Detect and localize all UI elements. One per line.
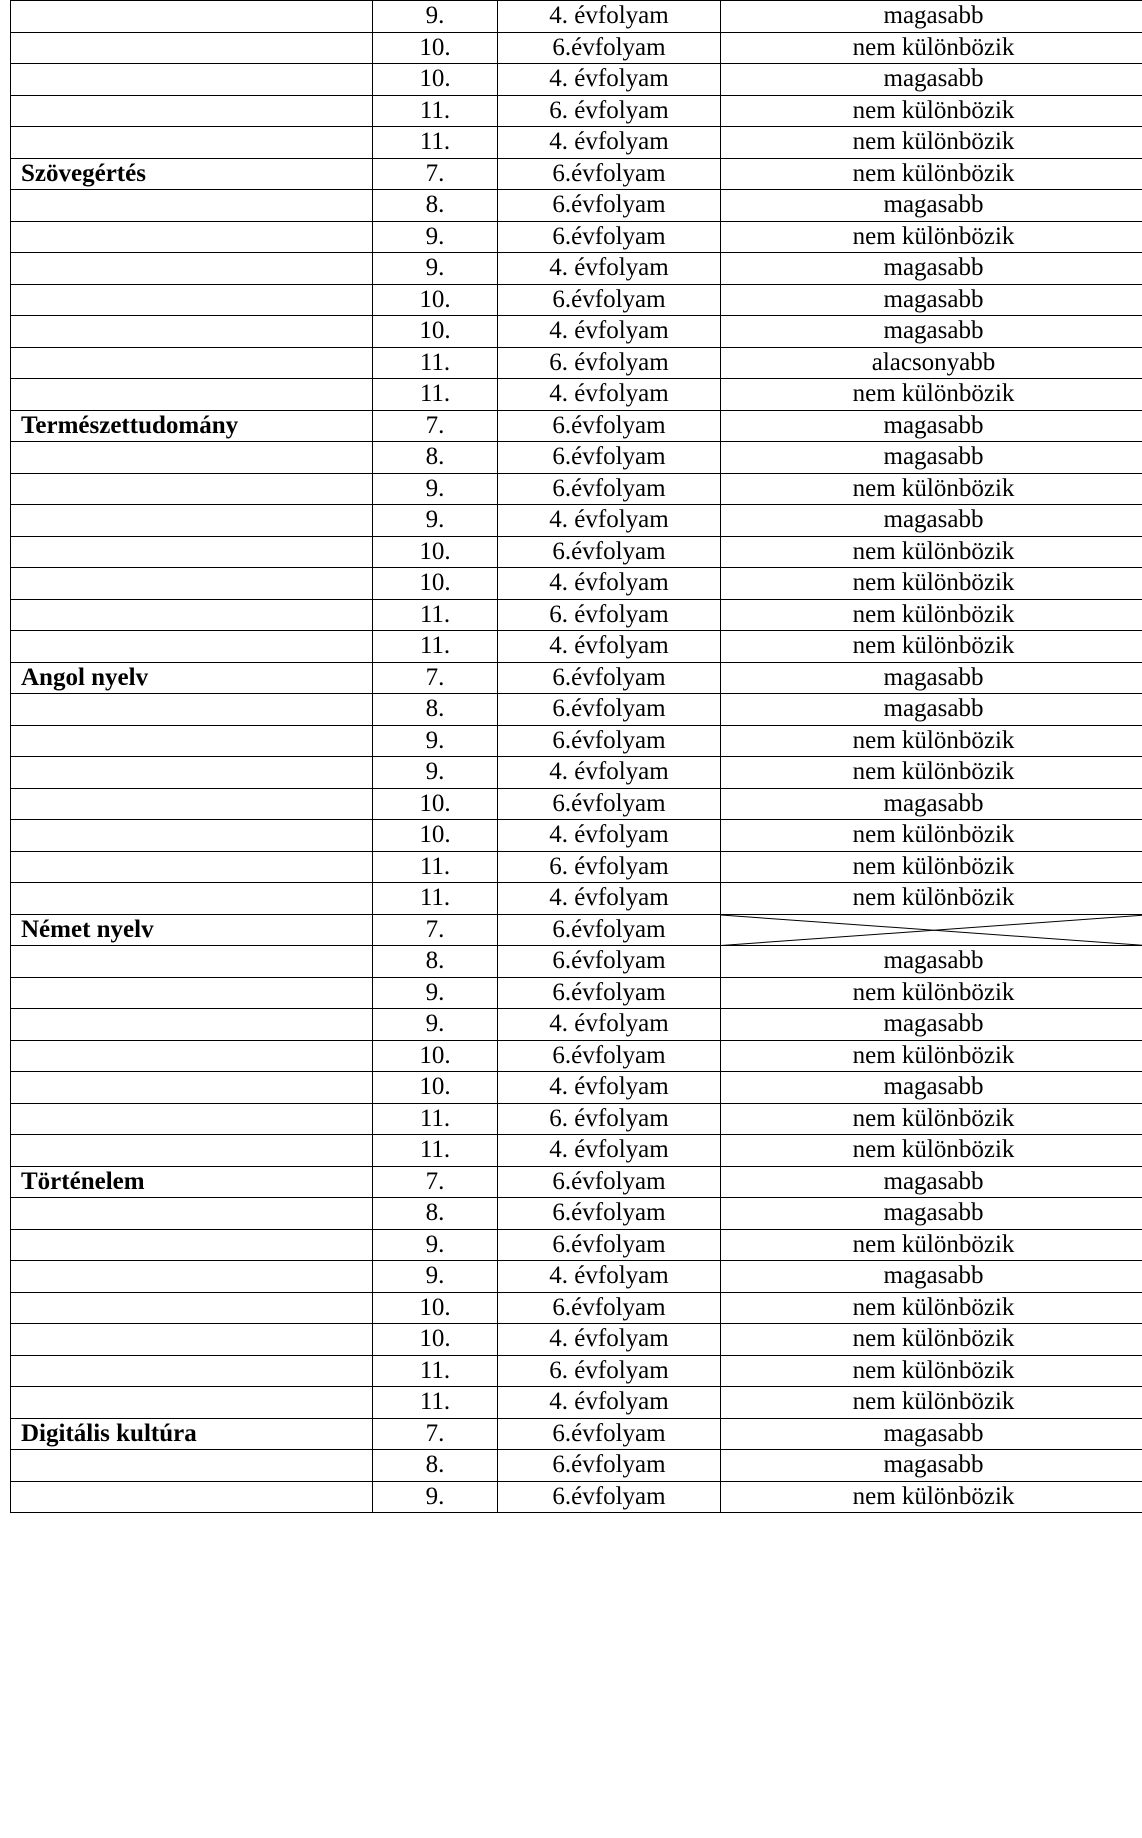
- table-row: [11, 883, 1142, 915]
- result-cell: magasabb: [721, 1, 1142, 33]
- grade-cell: 7.: [373, 914, 498, 946]
- reference-year-cell: 4. évfolyam: [498, 883, 721, 915]
- subject-cell: [11, 1229, 373, 1261]
- table-row: [11, 1135, 1142, 1167]
- grade-cell: 8.: [373, 694, 498, 726]
- grade-cell: 11.: [373, 631, 498, 663]
- grade-cell: 9.: [373, 1261, 498, 1293]
- result-cell: nem különbözik: [721, 158, 1142, 190]
- subject-cell: [11, 379, 373, 411]
- subject-cell: [11, 1387, 373, 1419]
- table-row: [11, 221, 1142, 253]
- subject-cell: [11, 253, 373, 285]
- subject-cell: [11, 1135, 373, 1167]
- result-cell: nem különbözik: [721, 536, 1142, 568]
- result-cell: magasabb: [721, 64, 1142, 96]
- reference-year-cell: 4. évfolyam: [498, 379, 721, 411]
- subject-cell: Természettudomány: [11, 410, 373, 442]
- table-row: [11, 190, 1142, 222]
- reference-year-cell: 6.évfolyam: [498, 221, 721, 253]
- grade-cell: 10.: [373, 32, 498, 64]
- result-cell: nem különbözik: [721, 127, 1142, 159]
- grade-cell: 10.: [373, 316, 498, 348]
- grade-cell: 8.: [373, 1198, 498, 1230]
- result-cell: nem különbözik: [721, 977, 1142, 1009]
- grade-cell: 11.: [373, 599, 498, 631]
- subject-cell: [11, 442, 373, 474]
- subject-cell: [11, 1072, 373, 1104]
- table-row: [11, 316, 1142, 348]
- result-cell: magasabb: [721, 505, 1142, 537]
- table-row: [11, 568, 1142, 600]
- subject-cell: [11, 1, 373, 33]
- subject-cell: [11, 1355, 373, 1387]
- grade-cell: 11.: [373, 1355, 498, 1387]
- result-cell: magasabb: [721, 694, 1142, 726]
- grade-cell: 8.: [373, 442, 498, 474]
- grade-cell: 10.: [373, 1072, 498, 1104]
- table-row: [11, 851, 1142, 883]
- reference-year-cell: 4. évfolyam: [498, 631, 721, 663]
- result-cell: nem különbözik: [721, 851, 1142, 883]
- reference-year-cell: 4. évfolyam: [498, 1072, 721, 1104]
- result-cell: nem különbözik: [721, 599, 1142, 631]
- grade-cell: 7.: [373, 1418, 498, 1450]
- subject-cell: [11, 757, 373, 789]
- reference-year-cell: 4. évfolyam: [498, 1324, 721, 1356]
- table-row: [11, 599, 1142, 631]
- result-cell: nem különbözik: [721, 820, 1142, 852]
- result-cell: magasabb: [721, 1450, 1142, 1482]
- subject-cell: [11, 1103, 373, 1135]
- reference-year-cell: 6.évfolyam: [498, 788, 721, 820]
- grade-cell: 9.: [373, 1481, 498, 1513]
- result-cell: nem különbözik: [721, 1324, 1142, 1356]
- table-row: [11, 1418, 1142, 1450]
- subject-cell: [11, 1009, 373, 1041]
- grade-cell: 9.: [373, 473, 498, 505]
- reference-year-cell: 4. évfolyam: [498, 568, 721, 600]
- grade-cell: 11.: [373, 1135, 498, 1167]
- reference-year-cell: 6.évfolyam: [498, 662, 721, 694]
- subject-cell: [11, 190, 373, 222]
- result-cell: nem különbözik: [721, 1040, 1142, 1072]
- result-cell: magasabb: [721, 442, 1142, 474]
- subject-cell: [11, 977, 373, 1009]
- table-row: [11, 379, 1142, 411]
- reference-year-cell: 6.évfolyam: [498, 536, 721, 568]
- subject-cell: [11, 946, 373, 978]
- subject-cell: [11, 95, 373, 127]
- reference-year-cell: 6.évfolyam: [498, 1450, 721, 1482]
- reference-year-cell: 6. évfolyam: [498, 851, 721, 883]
- result-cell: nem különbözik: [721, 757, 1142, 789]
- result-cell: nem különbözik: [721, 1292, 1142, 1324]
- subject-cell: [11, 505, 373, 537]
- subject-cell: [11, 347, 373, 379]
- table-row: [11, 1, 1142, 33]
- result-cell: nem különbözik: [721, 1481, 1142, 1513]
- grade-cell: 11.: [373, 1103, 498, 1135]
- subject-cell: Angol nyelv: [11, 662, 373, 694]
- reference-year-cell: 6.évfolyam: [498, 1040, 721, 1072]
- grade-cell: 7.: [373, 158, 498, 190]
- table-row: [11, 127, 1142, 159]
- table-row: [11, 725, 1142, 757]
- grade-cell: 9.: [373, 253, 498, 285]
- subject-cell: [11, 64, 373, 96]
- subject-cell: [11, 1198, 373, 1230]
- result-cell: magasabb: [721, 788, 1142, 820]
- table-row: [11, 631, 1142, 663]
- subject-cell: [11, 1481, 373, 1513]
- grade-cell: 9.: [373, 505, 498, 537]
- table-row: [11, 1009, 1142, 1041]
- subject-cell: Szövegértés: [11, 158, 373, 190]
- table-body: [11, 1, 1142, 1513]
- grade-cell: 10.: [373, 788, 498, 820]
- subject-cell: [11, 725, 373, 757]
- reference-year-cell: 4. évfolyam: [498, 1135, 721, 1167]
- subject-cell: [11, 1450, 373, 1482]
- subject-cell: [11, 1324, 373, 1356]
- grade-cell: 9.: [373, 1229, 498, 1261]
- reference-year-cell: 4. évfolyam: [498, 820, 721, 852]
- grade-cell: 9.: [373, 725, 498, 757]
- reference-year-cell: 6.évfolyam: [498, 1198, 721, 1230]
- result-cell: nem különbözik: [721, 379, 1142, 411]
- reference-year-cell: 6.évfolyam: [498, 914, 721, 946]
- table-row: [11, 473, 1142, 505]
- reference-year-cell: 6.évfolyam: [498, 1292, 721, 1324]
- subject-cell: [11, 221, 373, 253]
- result-cell: nem különbözik: [721, 883, 1142, 915]
- grade-cell: 11.: [373, 379, 498, 411]
- grade-cell: 11.: [373, 851, 498, 883]
- result-cell: nem különbözik: [721, 1229, 1142, 1261]
- grade-cell: 9.: [373, 757, 498, 789]
- grade-cell: 11.: [373, 883, 498, 915]
- result-cell: nem különbözik: [721, 1355, 1142, 1387]
- reference-year-cell: 6.évfolyam: [498, 473, 721, 505]
- grade-cell: 9.: [373, 221, 498, 253]
- subject-cell: [11, 820, 373, 852]
- table-row: [11, 977, 1142, 1009]
- table-row: [11, 914, 1142, 946]
- reference-year-cell: 6.évfolyam: [498, 1229, 721, 1261]
- subject-cell: [11, 473, 373, 505]
- table-row: [11, 1481, 1142, 1513]
- table-row: [11, 1355, 1142, 1387]
- results-table: [10, 0, 1142, 1513]
- reference-year-cell: 4. évfolyam: [498, 505, 721, 537]
- grade-cell: 9.: [373, 1, 498, 33]
- grade-cell: 10.: [373, 820, 498, 852]
- grade-cell: 10.: [373, 284, 498, 316]
- subject-cell: [11, 536, 373, 568]
- reference-year-cell: 6. évfolyam: [498, 95, 721, 127]
- reference-year-cell: 4. évfolyam: [498, 1261, 721, 1293]
- subject-cell: [11, 631, 373, 663]
- reference-year-cell: 6.évfolyam: [498, 977, 721, 1009]
- table-row: [11, 1324, 1142, 1356]
- reference-year-cell: 6. évfolyam: [498, 347, 721, 379]
- subject-cell: [11, 788, 373, 820]
- reference-year-cell: 6. évfolyam: [498, 1103, 721, 1135]
- reference-year-cell: 6.évfolyam: [498, 946, 721, 978]
- subject-cell: [11, 599, 373, 631]
- result-cell: nem különbözik: [721, 95, 1142, 127]
- table-row: [11, 505, 1142, 537]
- grade-cell: 11.: [373, 95, 498, 127]
- grade-cell: 9.: [373, 977, 498, 1009]
- result-cell: magasabb: [721, 1261, 1142, 1293]
- result-cell: magasabb: [721, 410, 1142, 442]
- grade-cell: 11.: [373, 347, 498, 379]
- result-cell: nem különbözik: [721, 568, 1142, 600]
- grade-cell: 7.: [373, 410, 498, 442]
- table-row: [11, 662, 1142, 694]
- table-row: [11, 1387, 1142, 1419]
- table-row: [11, 946, 1142, 978]
- reference-year-cell: 6.évfolyam: [498, 694, 721, 726]
- subject-cell: [11, 851, 373, 883]
- reference-year-cell: 4. évfolyam: [498, 127, 721, 159]
- table-row: [11, 95, 1142, 127]
- result-cell: nem különbözik: [721, 473, 1142, 505]
- table-row: [11, 788, 1142, 820]
- table-row: [11, 253, 1142, 285]
- result-cell: magasabb: [721, 662, 1142, 694]
- reference-year-cell: 6.évfolyam: [498, 1481, 721, 1513]
- result-cell: nem különbözik: [721, 32, 1142, 64]
- result-cell: magasabb: [721, 1166, 1142, 1198]
- result-cell: magasabb: [721, 284, 1142, 316]
- reference-year-cell: 6.évfolyam: [498, 442, 721, 474]
- table-row: [11, 1292, 1142, 1324]
- result-cell: nem különbözik: [721, 1387, 1142, 1419]
- table-row: [11, 1261, 1142, 1293]
- table-row: [11, 410, 1142, 442]
- crossed-out-cell: [721, 914, 1142, 946]
- grade-cell: 10.: [373, 64, 498, 96]
- result-cell: nem különbözik: [721, 221, 1142, 253]
- subject-cell: [11, 32, 373, 64]
- reference-year-cell: 6.évfolyam: [498, 725, 721, 757]
- reference-year-cell: 6.évfolyam: [498, 158, 721, 190]
- subject-cell: Történelem: [11, 1166, 373, 1198]
- result-cell: nem különbözik: [721, 631, 1142, 663]
- table-row: [11, 536, 1142, 568]
- subject-cell: [11, 1261, 373, 1293]
- table-row: [11, 1072, 1142, 1104]
- result-cell: magasabb: [721, 253, 1142, 285]
- table-row: [11, 64, 1142, 96]
- result-cell: magasabb: [721, 946, 1142, 978]
- result-cell: magasabb: [721, 316, 1142, 348]
- reference-year-cell: 4. évfolyam: [498, 253, 721, 285]
- table-row: [11, 820, 1142, 852]
- result-cell: magasabb: [721, 1072, 1142, 1104]
- grade-cell: 7.: [373, 1166, 498, 1198]
- reference-year-cell: 4. évfolyam: [498, 316, 721, 348]
- grade-cell: 10.: [373, 1292, 498, 1324]
- subject-cell: [11, 316, 373, 348]
- table-row: [11, 1198, 1142, 1230]
- reference-year-cell: 6.évfolyam: [498, 284, 721, 316]
- reference-year-cell: 6. évfolyam: [498, 1355, 721, 1387]
- table-row: [11, 32, 1142, 64]
- result-cell: nem különbözik: [721, 1135, 1142, 1167]
- result-cell: alacsonyabb: [721, 347, 1142, 379]
- subject-cell: [11, 568, 373, 600]
- subject-cell: Digitális kultúra: [11, 1418, 373, 1450]
- grade-cell: 8.: [373, 190, 498, 222]
- table-row: [11, 1229, 1142, 1261]
- subject-cell: [11, 1040, 373, 1072]
- subject-cell: Német nyelv: [11, 914, 373, 946]
- table-row: [11, 284, 1142, 316]
- reference-year-cell: 6.évfolyam: [498, 1418, 721, 1450]
- reference-year-cell: 4. évfolyam: [498, 1009, 721, 1041]
- grade-cell: 10.: [373, 536, 498, 568]
- table-row: [11, 1103, 1142, 1135]
- result-cell: nem különbözik: [721, 725, 1142, 757]
- result-cell: nem különbözik: [721, 1103, 1142, 1135]
- cross-out-mark: [721, 915, 1142, 946]
- grade-cell: 10.: [373, 568, 498, 600]
- reference-year-cell: 6.évfolyam: [498, 32, 721, 64]
- subject-cell: [11, 1292, 373, 1324]
- grade-cell: 8.: [373, 1450, 498, 1482]
- grade-cell: 10.: [373, 1040, 498, 1072]
- table-row: [11, 1040, 1142, 1072]
- table-row: [11, 442, 1142, 474]
- subject-cell: [11, 127, 373, 159]
- result-cell: magasabb: [721, 1198, 1142, 1230]
- table-row: [11, 1450, 1142, 1482]
- grade-cell: 7.: [373, 662, 498, 694]
- reference-year-cell: 4. évfolyam: [498, 757, 721, 789]
- grade-cell: 11.: [373, 1387, 498, 1419]
- result-cell: magasabb: [721, 1009, 1142, 1041]
- subject-cell: [11, 284, 373, 316]
- grade-cell: 11.: [373, 127, 498, 159]
- subject-cell: [11, 883, 373, 915]
- reference-year-cell: 6.évfolyam: [498, 410, 721, 442]
- table-row: [11, 158, 1142, 190]
- result-cell: magasabb: [721, 1418, 1142, 1450]
- reference-year-cell: 4. évfolyam: [498, 64, 721, 96]
- grade-cell: 8.: [373, 946, 498, 978]
- table-row: [11, 757, 1142, 789]
- table-row: [11, 347, 1142, 379]
- reference-year-cell: 6.évfolyam: [498, 190, 721, 222]
- subject-cell: [11, 694, 373, 726]
- grade-cell: 10.: [373, 1324, 498, 1356]
- reference-year-cell: 6. évfolyam: [498, 599, 721, 631]
- reference-year-cell: 4. évfolyam: [498, 1387, 721, 1419]
- table-row: [11, 694, 1142, 726]
- result-cell: magasabb: [721, 190, 1142, 222]
- reference-year-cell: 6.évfolyam: [498, 1166, 721, 1198]
- grade-cell: 9.: [373, 1009, 498, 1041]
- table-row: [11, 1166, 1142, 1198]
- reference-year-cell: 4. évfolyam: [498, 1, 721, 33]
